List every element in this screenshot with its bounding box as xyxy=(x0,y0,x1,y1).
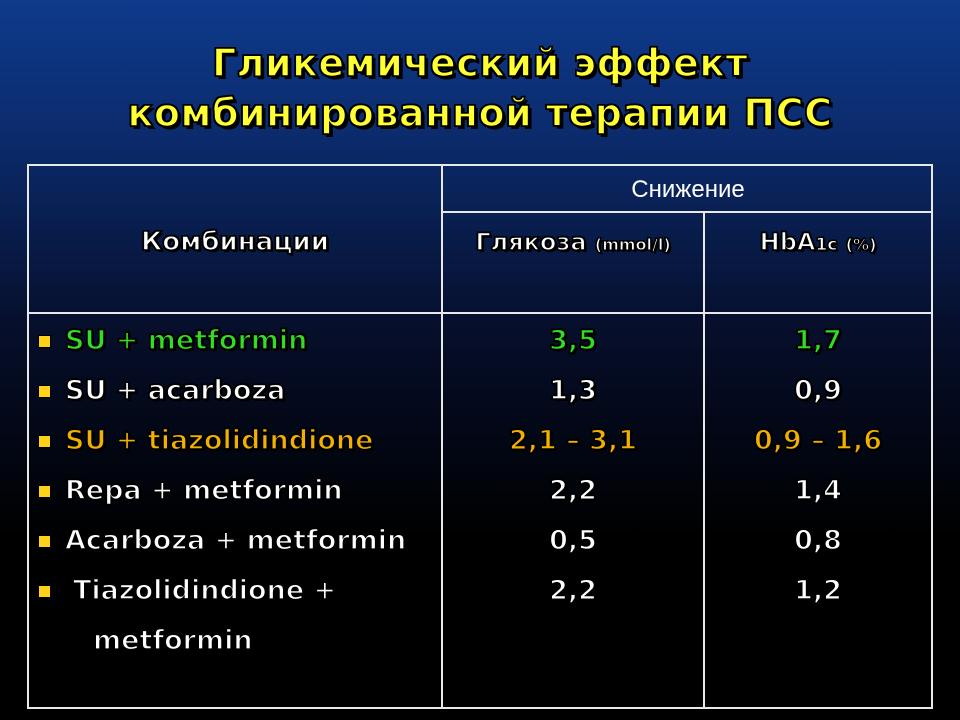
header-hba1c xyxy=(703,222,933,265)
combination-label: SU + tiazolidindione xyxy=(65,425,374,456)
hba1c-value: 0,9 xyxy=(794,375,842,406)
square-bullet-icon xyxy=(38,435,51,448)
slide-title xyxy=(0,38,960,138)
hba1c-value: 1,7 xyxy=(794,325,842,356)
glucose-values xyxy=(443,316,703,616)
glucose-value: 2,1 – 3,1 xyxy=(509,425,637,456)
combination-label-continued: metformin xyxy=(93,625,253,656)
combination-item xyxy=(33,316,443,366)
header-body-divider xyxy=(27,312,933,314)
combination-label: Tiazolidindione + xyxy=(73,575,337,606)
hba1c-value: 0,9 – 1,6 xyxy=(754,425,882,456)
header-reduction: Снижение xyxy=(631,176,745,203)
hba1c-value: 0,8 xyxy=(794,525,842,556)
glucose-value: 2,2 xyxy=(549,475,597,506)
combination-item xyxy=(33,466,443,516)
header-hba1c-main: HbA xyxy=(759,228,816,256)
title-line-1: Гликемический эффект xyxy=(211,41,749,85)
glucose-value: 0,5 xyxy=(549,525,597,556)
combination-label: Repa + metformin xyxy=(65,475,343,506)
combination-item xyxy=(33,516,443,566)
glucose-value: 3,5 xyxy=(549,325,597,356)
hba1c-value: 1,2 xyxy=(794,575,842,606)
glucose-value: 2,2 xyxy=(549,575,597,606)
header-hba1c-sub: 1c xyxy=(815,235,838,255)
combination-label: SU + acarboza xyxy=(65,375,286,406)
header-glucose-label: Глякоза xyxy=(475,228,587,256)
title-line-2: комбинированной терапии ПСС xyxy=(127,91,833,135)
square-bullet-icon xyxy=(38,385,51,398)
square-bullet-icon xyxy=(38,335,51,348)
combination-item xyxy=(33,366,443,416)
header-glucose xyxy=(443,222,703,265)
combination-item xyxy=(33,566,443,666)
hba1c-value: 1,4 xyxy=(794,475,842,506)
square-bullet-icon xyxy=(38,485,51,498)
header-hba1c-unit: (%) xyxy=(845,235,877,254)
combination-label: Acarboza + metformin xyxy=(65,525,407,556)
glucose-value: 1,3 xyxy=(549,375,597,406)
combination-label: SU + metformin xyxy=(65,325,308,356)
header-combinations: Комбинации xyxy=(141,227,329,257)
square-bullet-icon xyxy=(38,535,51,548)
reduction-header-divider xyxy=(443,211,933,213)
hba1c-values xyxy=(703,316,933,616)
header-glucose-unit: (mmol/l) xyxy=(594,235,671,254)
combination-list xyxy=(33,316,443,666)
combination-item xyxy=(33,416,443,466)
square-bullet-icon xyxy=(38,585,51,598)
